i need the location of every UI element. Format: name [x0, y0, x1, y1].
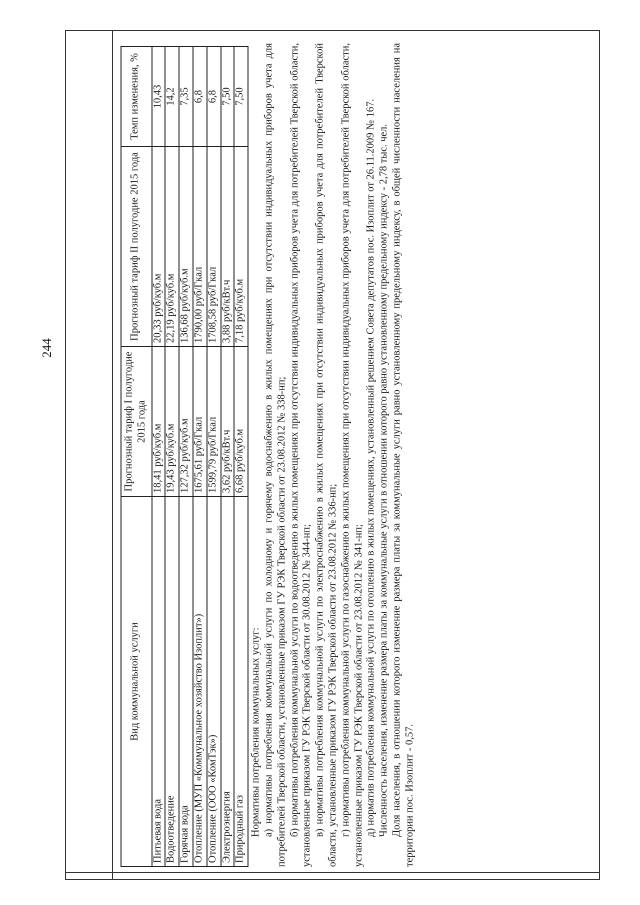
tariff-table	[121, 46, 249, 867]
cell-service: Водоотведение	[165, 497, 179, 867]
header-rate: Темп изменения, %	[121, 47, 152, 147]
page-number: 244	[39, 338, 54, 358]
table-row	[152, 47, 166, 867]
cell-tariff-h1: 1675,61 руб/Гкал	[193, 347, 207, 497]
cell-tariff-h2: 1790,00 руб/Гкал	[193, 147, 207, 347]
table-row	[207, 47, 221, 867]
cell-tariff-h2: 20,33 руб/куб.м	[152, 147, 166, 347]
cell-tariff-h1: 6,68 руб/куб.м	[234, 347, 248, 497]
cell-rate: 10,43	[152, 47, 166, 147]
note-paragraph: Доля населения, в отношении которого изменение размера платы за коммунальные услуги равно установленному предельному индексу, в общей численности населения на территории пос. Изоплит - 0,57.	[391, 43, 416, 867]
cell-tariff-h1: 1599,79 руб/Гкал	[207, 347, 221, 497]
notes-heading: Нормативы потребления коммунальных услуг:	[250, 627, 262, 837]
cell-service: Природный газ	[234, 497, 248, 867]
cell-tariff-h1: 18,41 руб/куб.м	[152, 347, 166, 497]
cell-tariff-h1: 127,32 руб/куб.м	[179, 347, 193, 497]
cell-tariff-h2: 1708,58 руб/Гкал	[207, 147, 221, 347]
cell-service: Электроэнергия	[221, 497, 235, 867]
cell-rate: 7,50	[234, 47, 248, 147]
cell-service: Отопление (МУП «Коммунальное хозяйство Изоплит»)	[193, 497, 207, 867]
table-row	[221, 47, 235, 867]
table-row	[179, 47, 193, 867]
cell-service: Горячая вода	[179, 497, 193, 867]
frame-binding-line	[112, 30, 113, 880]
note-paragraph: г) нормативы потребления коммунальной услуги по газоснабжению в жилых помещениях при отсутствии индивидуальных приборов учета для потребителей Тверской области, установленные приказом ГУ РЭК Тверской области от 23.08.2012 № 341-нп;	[340, 43, 365, 867]
cell-tariff-h1: 19,43 руб/куб.м	[165, 347, 179, 497]
cell-rate: 6,8	[207, 47, 221, 147]
table-header-row	[121, 47, 152, 867]
cell-service: Отопление (ООО «КомТэк»)	[207, 497, 221, 867]
table-row	[165, 47, 179, 867]
note-paragraph: б) нормативы потребления коммунальной услуги по водоотведению в жилых помещениях при отсутствии индивидуальных приборов учета для потребителей Тверской области, установленные приказом ГУ РЭК Тверской области от 30.08.2012 № 344-нп;	[289, 43, 313, 867]
cell-rate: 7,50	[221, 47, 235, 147]
cell-tariff-h2: 136,68 руб/куб.м	[179, 147, 193, 347]
table-row	[234, 47, 248, 867]
note-paragraph: д) норматив потребления коммунальной услуги по отоплению в жилых помещениях, установленный решением Совета депутатов пос. Изоплит от 26.11.2009 № 167.	[365, 98, 377, 837]
cell-service: Питьевая вода	[152, 497, 166, 867]
cell-tariff-h1: 3,62 руб/кВт.ч	[221, 347, 235, 497]
cell-rate: 7,35	[179, 47, 193, 147]
cell-rate: 14,2	[165, 47, 179, 147]
header-service: Вид коммунальной услуги	[121, 497, 152, 867]
header-tariff-h1: Прогнозный тариф I полугодие 2015 года	[121, 347, 152, 497]
note-paragraph: в) нормативы потребления коммунальной услуги по электроснабжению в жилых помещениях при отсутствии индивидуальных приборов учета для потребителей Тверской области, установленные приказом ГУ РЭК Тверской области от 23.08.2012 № 336-нп;	[314, 43, 339, 867]
cell-rate: 6,8	[193, 47, 207, 147]
header-tariff-h2: Прогнозный тариф II полугодие 2015 года	[121, 147, 152, 347]
rotated-content	[115, 35, 600, 875]
cell-tariff-h2: 22,19 руб/куб.м	[165, 147, 179, 347]
cell-tariff-h2: 7,18 руб/куб.м	[234, 147, 248, 347]
note-paragraph: а) нормативы потребления коммунальной услуги по холодному и горячему водоснабжению в жилых помещениях при отсутствии индивидуальных приборов учета для потребителей Тверской области, установленные приказом ГУ РЭК Тверской области от 23.08.2012 № 338-нп;	[263, 43, 288, 867]
notes-block	[251, 43, 417, 867]
table-row	[193, 47, 207, 867]
note-paragraph: Численность населения, изменение размера платы за коммунальные услуги в отношении которого равно установленному предельному индексу - 2,78 тыс. чел.	[378, 123, 390, 837]
cell-tariff-h2: 3,88 руб/кВт.ч	[221, 147, 235, 347]
